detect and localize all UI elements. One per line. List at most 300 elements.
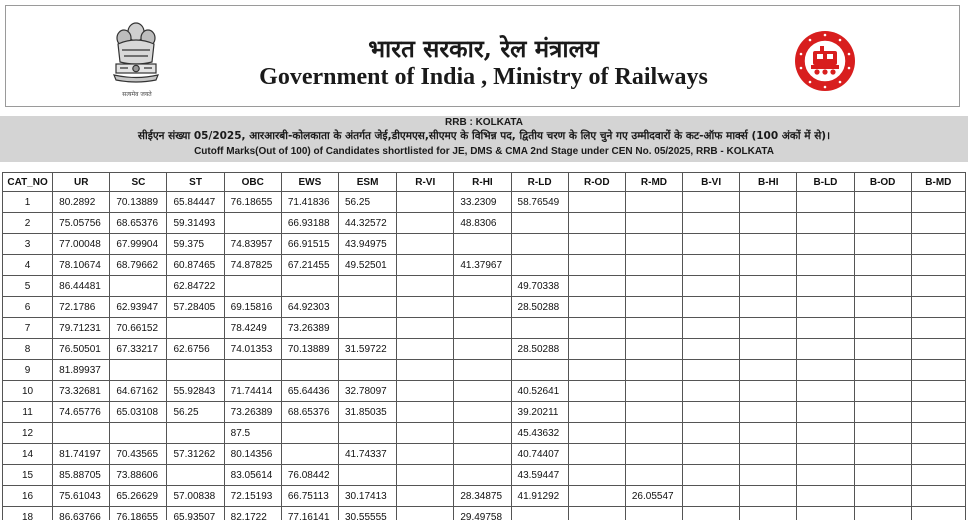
cutoff-cell: 65.84447	[167, 192, 224, 213]
cutoff-cell	[339, 276, 397, 297]
cutoff-cell: 56.25	[339, 192, 397, 213]
cutoff-cell	[511, 234, 568, 255]
cutoff-cell	[911, 444, 965, 465]
cutoff-cell	[224, 213, 281, 234]
cutoff-cell	[568, 213, 625, 234]
cutoff-cell	[397, 339, 454, 360]
cutoff-cell	[683, 255, 740, 276]
cutoff-cell	[911, 255, 965, 276]
cutoff-cell	[167, 318, 224, 339]
cutoff-cell	[797, 339, 854, 360]
cutoff-cell: 39.20211	[511, 402, 568, 423]
cutoff-cell: 59.31493	[167, 213, 224, 234]
cutoff-cell	[397, 381, 454, 402]
cutoff-cell: 71.41836	[281, 192, 338, 213]
cutoff-cell: 40.74407	[511, 444, 568, 465]
cutoff-cell: 85.88705	[53, 465, 110, 486]
cutoff-cell: 86.44481	[53, 276, 110, 297]
cutoff-cell	[625, 402, 682, 423]
cutoff-cell: 72.1786	[53, 297, 110, 318]
cutoff-cell	[454, 402, 511, 423]
cutoff-cell	[740, 276, 797, 297]
cutoff-cell: 48.8306	[454, 213, 511, 234]
cutoff-cell	[911, 276, 965, 297]
cutoff-cell: 68.65376	[281, 402, 338, 423]
cutoff-cell: 28.50288	[511, 339, 568, 360]
cutoff-cell	[281, 360, 338, 381]
cutoff-cell: 66.91515	[281, 234, 338, 255]
cutoff-cell	[911, 318, 965, 339]
cutoff-cell: 59.375	[167, 234, 224, 255]
cutoff-cell: 62.6756	[167, 339, 224, 360]
cutoff-cell	[797, 276, 854, 297]
cat-no-cell: 2	[3, 213, 53, 234]
cutoff-cell	[397, 423, 454, 444]
cutoff-cell	[911, 486, 965, 507]
cutoff-cell	[511, 360, 568, 381]
cutoff-cell	[53, 423, 110, 444]
cutoff-cell	[854, 402, 911, 423]
cutoff-cell: 74.83957	[224, 234, 281, 255]
cutoff-cell	[167, 360, 224, 381]
cutoff-cell	[397, 444, 454, 465]
cutoff-cell	[454, 276, 511, 297]
cutoff-cell	[740, 297, 797, 318]
cutoff-cell: 57.31262	[167, 444, 224, 465]
cutoff-cell	[625, 234, 682, 255]
cutoff-cell	[797, 507, 854, 520]
cutoff-cell	[854, 360, 911, 381]
cutoff-cell	[740, 465, 797, 486]
cutoff-cell: 75.05756	[53, 213, 110, 234]
cutoff-cell	[568, 255, 625, 276]
cutoff-cell	[281, 423, 338, 444]
cutoff-cell	[683, 465, 740, 486]
cat-no-cell: 18	[3, 507, 53, 520]
table-row	[3, 360, 966, 381]
cutoff-cell: 65.64436	[281, 381, 338, 402]
cutoff-cell: 69.15816	[224, 297, 281, 318]
cutoff-cell	[683, 234, 740, 255]
table-row	[3, 423, 966, 444]
cutoff-cell	[454, 360, 511, 381]
column-header: SC	[110, 173, 167, 192]
cutoff-cell: 79.71231	[53, 318, 110, 339]
cutoff-cell	[454, 381, 511, 402]
cat-no-cell: 9	[3, 360, 53, 381]
table-row	[3, 213, 966, 234]
cutoff-cell	[683, 297, 740, 318]
cutoff-cell: 67.33217	[110, 339, 167, 360]
cutoff-cell	[740, 213, 797, 234]
cutoff-cell	[568, 486, 625, 507]
table-row	[3, 465, 966, 486]
cutoff-cell	[854, 276, 911, 297]
cutoff-cell: 31.59722	[339, 339, 397, 360]
cutoff-cell: 44.32572	[339, 213, 397, 234]
cat-no-cell: 6	[3, 297, 53, 318]
cutoff-cell: 57.28405	[167, 297, 224, 318]
cutoff-cell	[511, 255, 568, 276]
cutoff-cell	[625, 297, 682, 318]
cutoff-cell: 43.94975	[339, 234, 397, 255]
cutoff-cell: 67.99904	[110, 234, 167, 255]
cutoff-cell: 80.2892	[53, 192, 110, 213]
cutoff-cell	[454, 423, 511, 444]
cutoff-cell: 58.76549	[511, 192, 568, 213]
cutoff-cell	[625, 255, 682, 276]
cutoff-cell	[740, 318, 797, 339]
cutoff-cell	[339, 360, 397, 381]
cutoff-cell	[683, 339, 740, 360]
cutoff-cell	[625, 381, 682, 402]
cutoff-cell: 76.50501	[53, 339, 110, 360]
column-header: UR	[53, 173, 110, 192]
cutoff-cell	[911, 381, 965, 402]
cutoff-cell: 65.93507	[167, 507, 224, 520]
cutoff-cell: 83.05614	[224, 465, 281, 486]
cutoff-cell	[797, 318, 854, 339]
cutoff-cell	[339, 318, 397, 339]
column-header: B-HI	[740, 173, 797, 192]
cutoff-cell	[797, 360, 854, 381]
cutoff-cell	[625, 423, 682, 444]
cutoff-cell	[854, 444, 911, 465]
cutoff-cell: 45.43632	[511, 423, 568, 444]
cutoff-cell	[797, 297, 854, 318]
cutoff-cell	[625, 507, 682, 520]
cutoff-cell	[110, 360, 167, 381]
cutoff-cell: 78.4249	[224, 318, 281, 339]
cutoff-cell	[397, 276, 454, 297]
cutoff-cell	[167, 423, 224, 444]
cutoff-cell	[397, 360, 454, 381]
cutoff-cell	[683, 213, 740, 234]
cutoff-cell	[224, 276, 281, 297]
cutoff-cell	[683, 486, 740, 507]
cat-no-cell: 10	[3, 381, 53, 402]
cutoff-cell: 82.1722	[224, 507, 281, 520]
cutoff-cell	[797, 465, 854, 486]
cutoff-cell	[454, 234, 511, 255]
emblem-caption: सत्यमेव जयते	[122, 91, 152, 98]
cutoff-cell	[568, 381, 625, 402]
cat-no-cell: 8	[3, 339, 53, 360]
cutoff-cell	[568, 339, 625, 360]
cutoff-cell	[911, 297, 965, 318]
cutoff-cell	[511, 318, 568, 339]
cutoff-cell	[568, 423, 625, 444]
cutoff-cell	[397, 234, 454, 255]
cat-no-cell: 4	[3, 255, 53, 276]
cutoff-cell	[167, 465, 224, 486]
cutoff-cell: 68.79662	[110, 255, 167, 276]
cutoff-cell: 49.70338	[511, 276, 568, 297]
cutoff-marks-table	[2, 172, 966, 520]
cutoff-cell	[683, 276, 740, 297]
cutoff-cell	[224, 360, 281, 381]
cutoff-cell	[854, 192, 911, 213]
cutoff-cell: 81.89937	[53, 360, 110, 381]
cutoff-cell	[797, 255, 854, 276]
cutoff-cell	[911, 192, 965, 213]
cutoff-cell: 41.37967	[454, 255, 511, 276]
cutoff-cell	[797, 213, 854, 234]
cutoff-cell	[625, 339, 682, 360]
cat-no-cell: 16	[3, 486, 53, 507]
cutoff-cell	[397, 255, 454, 276]
cutoff-cell	[683, 423, 740, 444]
cutoff-cell: 40.52641	[511, 381, 568, 402]
table-row	[3, 255, 966, 276]
column-header: B-MD	[911, 173, 965, 192]
cutoff-cell	[911, 213, 965, 234]
cutoff-cell	[797, 192, 854, 213]
cutoff-cell	[740, 339, 797, 360]
cutoff-cell: 30.17413	[339, 486, 397, 507]
cutoff-cell	[740, 486, 797, 507]
cutoff-cell: 49.52501	[339, 255, 397, 276]
cutoff-cell	[683, 402, 740, 423]
cutoff-cell: 57.00838	[167, 486, 224, 507]
column-header: R-VI	[397, 173, 454, 192]
cutoff-cell	[625, 444, 682, 465]
cutoff-cell: 33.2309	[454, 192, 511, 213]
cutoff-cell	[740, 360, 797, 381]
cutoff-cell	[339, 297, 397, 318]
cutoff-cell	[740, 402, 797, 423]
table-row	[3, 402, 966, 423]
cutoff-cell: 66.93188	[281, 213, 338, 234]
cutoff-cell: 76.18655	[110, 507, 167, 520]
cutoff-cell: 30.55555	[339, 507, 397, 520]
cutoff-cell: 32.78097	[339, 381, 397, 402]
cutoff-cell	[797, 381, 854, 402]
cutoff-cell	[454, 339, 511, 360]
cutoff-cell: 73.88606	[110, 465, 167, 486]
cutoff-cell	[568, 402, 625, 423]
column-header: R-OD	[568, 173, 625, 192]
cutoff-cell	[797, 402, 854, 423]
cutoff-cell: 71.74414	[224, 381, 281, 402]
cutoff-cell	[911, 339, 965, 360]
cutoff-cell	[911, 423, 965, 444]
cutoff-cell	[397, 297, 454, 318]
cutoff-cell: 28.50288	[511, 297, 568, 318]
cutoff-cell	[854, 339, 911, 360]
cutoff-cell: 73.26389	[224, 402, 281, 423]
indian-railways-logo-icon	[794, 30, 856, 92]
cutoff-cell: 70.13889	[281, 339, 338, 360]
cutoff-cell	[854, 465, 911, 486]
cutoff-cell: 29.49758	[454, 507, 511, 520]
cutoff-cell	[854, 486, 911, 507]
cutoff-cell: 77.00048	[53, 234, 110, 255]
table-row	[3, 318, 966, 339]
cutoff-cell	[854, 507, 911, 520]
cutoff-cell	[683, 192, 740, 213]
cutoff-cell	[683, 318, 740, 339]
table-header-row	[3, 173, 966, 192]
cutoff-cell: 74.01353	[224, 339, 281, 360]
cutoff-cell	[397, 486, 454, 507]
cutoff-cell	[740, 444, 797, 465]
cutoff-cell	[625, 360, 682, 381]
cutoff-cell	[511, 507, 568, 520]
column-header: OBC	[224, 173, 281, 192]
cutoff-cell	[683, 360, 740, 381]
cutoff-cell	[854, 297, 911, 318]
letterhead	[5, 5, 960, 107]
cutoff-cell	[110, 276, 167, 297]
cutoff-cell	[397, 213, 454, 234]
cat-no-cell: 5	[3, 276, 53, 297]
column-header: EWS	[281, 173, 338, 192]
cutoff-cell	[339, 465, 397, 486]
table-row	[3, 276, 966, 297]
cutoff-cell	[568, 234, 625, 255]
cutoff-cell	[797, 486, 854, 507]
column-header: R-HI	[454, 173, 511, 192]
cutoff-cell: 55.92843	[167, 381, 224, 402]
cutoff-cell	[281, 276, 338, 297]
cutoff-cell: 87.5	[224, 423, 281, 444]
ministry-title-hindi: भारत सरकार, रेल मंत्रालय	[368, 34, 599, 63]
cutoff-cell: 68.65376	[110, 213, 167, 234]
cutoff-cell: 64.92303	[281, 297, 338, 318]
cutoff-cell: 73.26389	[281, 318, 338, 339]
cutoff-cell: 64.67162	[110, 381, 167, 402]
cutoff-cell: 86.63766	[53, 507, 110, 520]
cutoff-cell	[511, 213, 568, 234]
cutoff-cell: 41.91292	[511, 486, 568, 507]
cutoff-cell	[740, 507, 797, 520]
cutoff-cell: 70.13889	[110, 192, 167, 213]
cutoff-cell: 60.87465	[167, 255, 224, 276]
cutoff-cell	[740, 234, 797, 255]
cutoff-cell	[911, 465, 965, 486]
cutoff-cell: 65.26629	[110, 486, 167, 507]
cutoff-cell	[854, 255, 911, 276]
cutoff-cell: 78.10674	[53, 255, 110, 276]
cutoff-cell	[568, 297, 625, 318]
cutoff-cell	[568, 444, 625, 465]
cutoff-cell	[683, 507, 740, 520]
cutoff-cell	[568, 507, 625, 520]
cutoff-cell: 70.43565	[110, 444, 167, 465]
cutoff-cell: 75.61043	[53, 486, 110, 507]
cutoff-cell	[911, 234, 965, 255]
table-row	[3, 507, 966, 520]
cutoff-cell	[397, 318, 454, 339]
cutoff-cell: 31.85035	[339, 402, 397, 423]
cutoff-cell	[683, 444, 740, 465]
table-row	[3, 192, 966, 213]
cutoff-cell	[397, 402, 454, 423]
table-row	[3, 381, 966, 402]
table-row	[3, 297, 966, 318]
cutoff-cell	[625, 318, 682, 339]
cutoff-cell: 62.84722	[167, 276, 224, 297]
cutoff-cell	[911, 360, 965, 381]
cutoff-cell	[911, 507, 965, 520]
notice-subtitle-english: Cutoff Marks(Out of 100) of Candidates shortlisted for JE, DMS & CMA 2nd Stage under CEN No. 05/2025, RRB - KOLKATA	[194, 146, 774, 157]
cutoff-cell: 41.74337	[339, 444, 397, 465]
cutoff-cell	[797, 444, 854, 465]
cutoff-cell	[911, 402, 965, 423]
cat-no-cell: 7	[3, 318, 53, 339]
column-header: B-OD	[854, 173, 911, 192]
cutoff-cell	[568, 465, 625, 486]
cutoff-cell: 66.75113	[281, 486, 338, 507]
cutoff-cell: 56.25	[167, 402, 224, 423]
table-row	[3, 234, 966, 255]
board-name: RRB : KOLKATA	[445, 117, 523, 128]
cat-no-cell: 12	[3, 423, 53, 444]
cutoff-cell	[854, 213, 911, 234]
cutoff-cell	[454, 444, 511, 465]
cutoff-cell	[397, 507, 454, 520]
cutoff-cell	[454, 297, 511, 318]
cutoff-cell	[854, 381, 911, 402]
cutoff-cell	[281, 444, 338, 465]
cutoff-cell	[625, 192, 682, 213]
cat-no-cell: 11	[3, 402, 53, 423]
table-row	[3, 444, 966, 465]
cutoff-cell	[397, 192, 454, 213]
table-row	[3, 486, 966, 507]
cutoff-cell	[625, 213, 682, 234]
cutoff-cell: 74.87825	[224, 255, 281, 276]
cutoff-cell	[568, 360, 625, 381]
column-header: ESM	[339, 173, 397, 192]
cutoff-cell	[740, 423, 797, 444]
cutoff-cell	[397, 465, 454, 486]
column-header: B-LD	[797, 173, 854, 192]
column-header: CAT_NO	[3, 173, 53, 192]
cutoff-cell: 43.59447	[511, 465, 568, 486]
cutoff-cell: 74.65776	[53, 402, 110, 423]
column-header: R-MD	[625, 173, 682, 192]
cutoff-cell: 28.34875	[454, 486, 511, 507]
cutoff-cell: 81.74197	[53, 444, 110, 465]
cutoff-cell: 62.93947	[110, 297, 167, 318]
cat-no-cell: 3	[3, 234, 53, 255]
cutoff-cell	[683, 381, 740, 402]
cutoff-cell	[854, 423, 911, 444]
cutoff-cell	[740, 192, 797, 213]
ministry-title-english: Government of India , Ministry of Railways	[259, 64, 708, 90]
cutoff-cell	[625, 465, 682, 486]
cutoff-cell	[854, 234, 911, 255]
cutoff-cell	[454, 465, 511, 486]
cat-no-cell: 15	[3, 465, 53, 486]
cutoff-cell: 65.03108	[110, 402, 167, 423]
cutoff-cell	[110, 423, 167, 444]
notice-subtitle-hindi: सीईएन संख्या 05/2025, आरआरबी-कोलकाता के अंतर्गत जेई,डीएमएस,सीएमए के विभिन्न पद, द्वितीय चरण के लिए चुने गए उम्मीदवारों के कट-ऑफ मार्क्स (100 अंकों में से)।	[137, 130, 831, 142]
notice-heading-band	[0, 116, 968, 162]
cutoff-cell	[740, 255, 797, 276]
table-body	[3, 192, 966, 520]
cutoff-cell: 26.05547	[625, 486, 682, 507]
table-row	[3, 339, 966, 360]
cutoff-cell	[797, 234, 854, 255]
cutoff-cell: 80.14356	[224, 444, 281, 465]
cutoff-cell: 67.21455	[281, 255, 338, 276]
cutoff-cell: 73.32681	[53, 381, 110, 402]
cutoff-cell: 70.66152	[110, 318, 167, 339]
column-header: B-VI	[683, 173, 740, 192]
